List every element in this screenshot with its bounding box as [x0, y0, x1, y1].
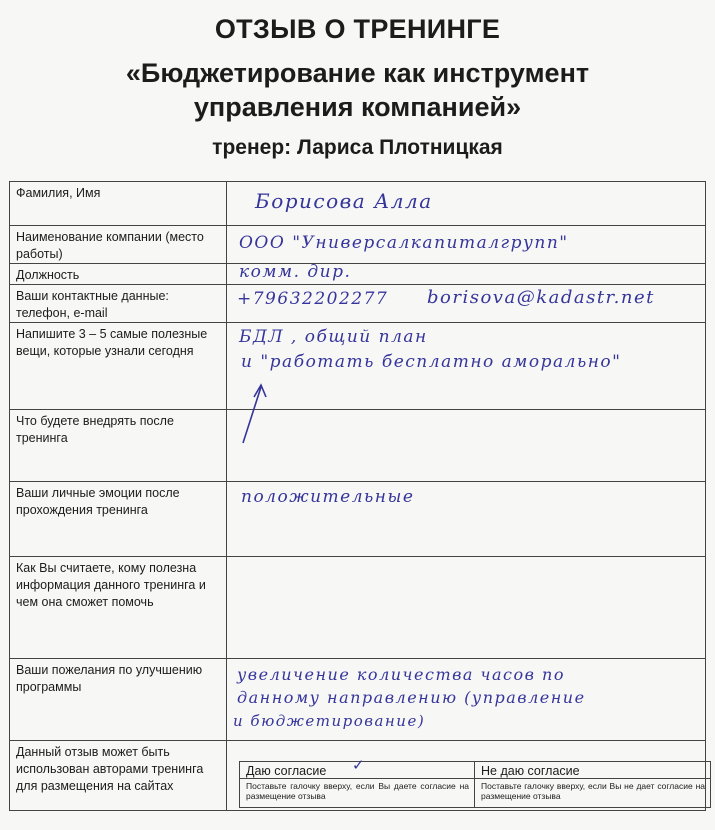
table-row: [10, 556, 706, 658]
label-contacts: Ваши контактные данные: телефон, e-mail: [10, 285, 227, 323]
table-row: [10, 182, 706, 226]
handwritten-name: Борисова Алла: [255, 189, 433, 213]
answer-useful-things[interactable]: [227, 322, 706, 409]
label-useful-things: Напишите 3 – 5 самые полезные вещи, которые узнали сегодня: [10, 322, 227, 409]
handwritten-useful-line2: и "работать бесплатно аморально": [241, 351, 622, 372]
handwritten-suggestions-line1: увеличение количества часов по: [237, 664, 565, 684]
consent-disagree-label: Не даю согласие: [475, 762, 710, 779]
answer-company[interactable]: [227, 226, 706, 264]
answer-position[interactable]: [227, 264, 706, 285]
table-row: [10, 322, 706, 409]
handwritten-useful-line1: БДЛ , общий план: [239, 326, 428, 347]
label-suggestions: Ваши пожелания по улучшению программы: [10, 658, 227, 740]
checkmark-icon: ✓: [352, 756, 365, 774]
label-consent: Данный отзыв может быть использован авторами тренинга для размещения на сайтах: [10, 740, 227, 810]
table-row: [10, 658, 706, 740]
table-row: [10, 226, 706, 264]
trainer-name: тренер: Лариса Плотницкая: [212, 136, 503, 159]
answer-suggestions[interactable]: [227, 658, 706, 740]
answer-emotions[interactable]: [227, 481, 706, 556]
handwritten-suggestions-line3: и бюджетирование): [233, 711, 426, 730]
handwritten-suggestions-line2: данному направлению (управление: [237, 687, 586, 707]
handwritten-position: комм. дир.: [239, 262, 352, 282]
answer-target-audience[interactable]: [227, 556, 706, 658]
feedback-form-table: [9, 181, 706, 811]
table-row: [10, 285, 706, 323]
handwritten-company: ООО "Универсалкапиталгрупп": [239, 233, 569, 253]
label-emotions: Ваши личные эмоции после прохождения тренинга: [10, 481, 227, 556]
consent-agree-label: Даю согласие ✓: [240, 762, 474, 779]
consent-agree-note: Поставьте галочку вверху, если Вы даете согласие на размещение отзыва: [246, 780, 469, 802]
consent-agree-column[interactable]: [240, 756, 475, 807]
label-target-audience: Как Вы считаете, кому полезна информация данного тренинга и чем она сможет помочь: [10, 556, 227, 658]
label-position: Должность: [10, 264, 227, 285]
consent-box: [239, 756, 711, 808]
answer-full-name[interactable]: [227, 182, 706, 226]
label-full-name: Фамилия, Имя: [10, 182, 227, 226]
answer-implementation[interactable]: [227, 409, 706, 481]
handwritten-email: borisova@kadastr.net: [427, 287, 655, 308]
consent-disagree-column[interactable]: [475, 762, 710, 807]
handwritten-phone: +79632202277: [237, 289, 389, 309]
label-company: Наименование компании (место работы): [10, 226, 227, 264]
table-row: [10, 409, 706, 481]
label-implementation: Что будете внедрять после тренинга: [10, 409, 227, 481]
handwritten-emotions: положительные: [241, 486, 415, 507]
table-row: [10, 740, 706, 810]
answer-contacts[interactable]: [227, 285, 706, 323]
consent-disagree-note: Поставьте галочку вверху, если Вы не дает согласие на размещение отзыва: [481, 780, 705, 802]
answer-consent: [227, 740, 706, 810]
table-row: [10, 481, 706, 556]
training-name-line2: управления компанией»: [193, 92, 522, 122]
table-row: [10, 264, 706, 285]
training-name-line1: «Бюджетирование как инструмент: [125, 58, 590, 88]
form-title: ОТЗЫВ О ТРЕНИНГЕ: [214, 14, 501, 44]
